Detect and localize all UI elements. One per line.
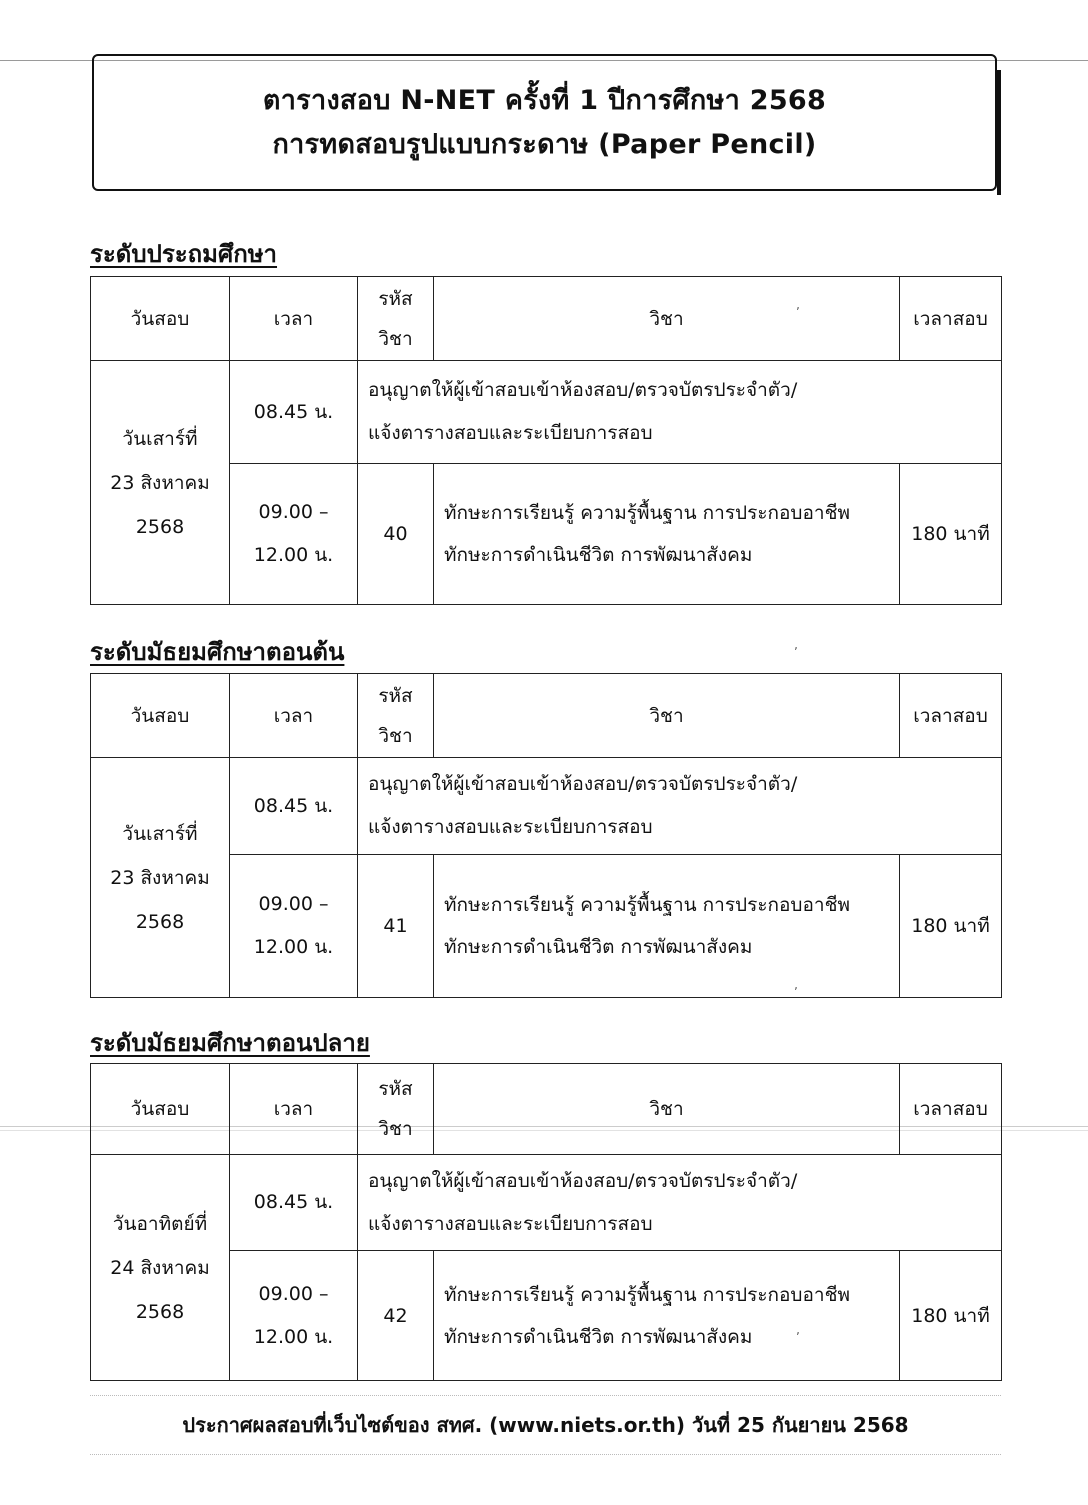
subject-code: 41 bbox=[358, 855, 434, 998]
exam-duration: 180 นาที bbox=[900, 1251, 1002, 1381]
date-day-month: 23 สิงหาคม bbox=[110, 866, 210, 889]
table-row-notice bbox=[91, 758, 1002, 855]
table-header-row bbox=[91, 1064, 1002, 1155]
subject-line1: ทักษะการเรียนรู้ ความรู้พื้นฐาน การประกอบอาชีพ bbox=[444, 1283, 850, 1306]
exam-time-end: 12.00 น. bbox=[253, 1325, 334, 1348]
header-subject: วิชา bbox=[434, 1064, 900, 1155]
subject-line1: ทักษะการเรียนรู้ ความรู้พื้นฐาน การประกอบอาชีพ bbox=[444, 894, 850, 916]
table-row-notice bbox=[91, 1155, 1002, 1251]
exam-date bbox=[91, 1155, 230, 1381]
results-announcement: ประกาศผลสอบที่เว็บไซต์ของ สทศ. (www.niets.or.th) วันที่ 25 กันยายน 2568 bbox=[90, 1395, 1001, 1455]
exam-duration: 180 นาที bbox=[900, 855, 1002, 998]
header-subject: วิชา bbox=[434, 674, 900, 758]
title-box bbox=[92, 54, 997, 191]
subject-line2: ทักษะการดำเนินชีวิต การพัฒนาสังคม bbox=[444, 936, 753, 958]
exam-time bbox=[230, 464, 358, 605]
header-code-line1: รหัส bbox=[378, 1078, 413, 1100]
exam-time bbox=[230, 855, 358, 998]
subject-code: 42 bbox=[358, 1251, 434, 1381]
exam-time-start: 09.00 – bbox=[258, 501, 329, 523]
exam-time bbox=[230, 1251, 358, 1381]
table-row-notice bbox=[91, 361, 1002, 464]
scan-speck: ʼ bbox=[794, 645, 798, 659]
subject-code: 40 bbox=[358, 464, 434, 605]
notice-time: 08.45 น. bbox=[230, 1155, 358, 1251]
header-code-line1: รหัส bbox=[378, 684, 413, 707]
table-header-row bbox=[91, 277, 1002, 361]
date-weekday: วันเสาร์ที่ bbox=[122, 427, 198, 450]
header-time: เวลา bbox=[230, 674, 358, 758]
exam-duration: 180 นาที bbox=[900, 464, 1002, 605]
section-heading-upper-secondary: ระดับมัธยมศึกษาตอนปลาย bbox=[90, 1029, 370, 1057]
notice-text bbox=[358, 361, 1002, 464]
document-subtitle: การทดสอบรูปแบบกระดาษ (Paper Pencil) bbox=[272, 128, 817, 160]
date-year: 2568 bbox=[135, 1300, 185, 1323]
exam-time-start: 09.00 – bbox=[258, 1282, 329, 1305]
date-year: 2568 bbox=[135, 515, 185, 538]
notice-line2: แจ้งตารางสอบและระเบียบการสอบ bbox=[368, 422, 653, 444]
notice-line1: อนุญาตให้ผู้เข้าสอบเข้าห้องสอบ/ตรวจบัตรประจำตัว/ bbox=[368, 1169, 798, 1192]
header-time: เวลา bbox=[230, 277, 358, 361]
section-heading-lower-secondary: ระดับมัธยมศึกษาตอนต้น bbox=[90, 638, 345, 666]
date-weekday: วันเสาร์ที่ bbox=[122, 822, 198, 845]
header-code-line1: รหัส bbox=[378, 287, 413, 310]
header-subject: วิชา bbox=[434, 277, 900, 361]
header-code bbox=[358, 277, 434, 361]
exam-date bbox=[91, 361, 230, 605]
exam-time-end: 12.00 น. bbox=[253, 936, 334, 958]
header-code-line2: วิชา bbox=[378, 1118, 413, 1140]
header-code bbox=[358, 1064, 434, 1155]
notice-line2: แจ้งตารางสอบและระเบียบการสอบ bbox=[368, 816, 653, 838]
title-box-shadow bbox=[997, 70, 1001, 195]
notice-time: 08.45 น. bbox=[230, 361, 358, 464]
subject-name bbox=[434, 464, 900, 605]
header-date: วันสอบ bbox=[91, 277, 230, 361]
date-year: 2568 bbox=[135, 910, 185, 933]
scan-speck: ʼ bbox=[796, 305, 800, 319]
section-heading-primary: ระดับประถมศึกษา bbox=[90, 240, 278, 268]
notice-time: 08.45 น. bbox=[230, 758, 358, 855]
header-duration: เวลาสอบ bbox=[900, 674, 1002, 758]
subject-line2: ทักษะการดำเนินชีวิต การพัฒนาสังคม bbox=[444, 1325, 753, 1348]
header-code-line2: วิชา bbox=[378, 327, 413, 350]
subject-line2: ทักษะการดำเนินชีวิต การพัฒนาสังคม bbox=[444, 544, 753, 566]
header-date: วันสอบ bbox=[91, 674, 230, 758]
subject-name bbox=[434, 1251, 900, 1381]
notice-text bbox=[358, 758, 1002, 855]
date-weekday: วันอาทิตย์ที่ bbox=[112, 1212, 208, 1235]
date-day-month: 23 สิงหาคม bbox=[110, 471, 210, 494]
scan-speck: ʼ bbox=[794, 985, 798, 999]
scan-speck: ʼ bbox=[796, 1330, 800, 1344]
document-title: ตารางสอบ N-NET ครั้งที่ 1 ปีการศึกษา 2568 bbox=[262, 84, 827, 116]
header-code bbox=[358, 674, 434, 758]
header-duration: เวลาสอบ bbox=[900, 1064, 1002, 1155]
header-duration: เวลาสอบ bbox=[900, 277, 1002, 361]
header-date: วันสอบ bbox=[91, 1064, 230, 1155]
exam-time-start: 09.00 – bbox=[258, 893, 329, 915]
notice-line2: แจ้งตารางสอบและระเบียบการสอบ bbox=[368, 1212, 653, 1235]
subject-name bbox=[434, 855, 900, 998]
notice-line1: อนุญาตให้ผู้เข้าสอบเข้าห้องสอบ/ตรวจบัตรประจำตัว/ bbox=[368, 773, 798, 795]
header-code-line2: วิชา bbox=[378, 724, 413, 747]
exam-table-lower-secondary bbox=[90, 673, 1002, 998]
table-header-row bbox=[91, 674, 1002, 758]
date-day-month: 24 สิงหาคม bbox=[110, 1256, 210, 1279]
header-time: เวลา bbox=[230, 1064, 358, 1155]
exam-time-end: 12.00 น. bbox=[253, 544, 334, 566]
exam-table-upper-secondary bbox=[90, 1063, 1002, 1381]
notice-text bbox=[358, 1155, 1002, 1251]
notice-line1: อนุญาตให้ผู้เข้าสอบเข้าห้องสอบ/ตรวจบัตรประจำตัว/ bbox=[368, 379, 798, 401]
exam-date bbox=[91, 758, 230, 998]
exam-table-primary bbox=[90, 276, 1002, 605]
subject-line1: ทักษะการเรียนรู้ ความรู้พื้นฐาน การประกอบอาชีพ bbox=[444, 502, 850, 524]
